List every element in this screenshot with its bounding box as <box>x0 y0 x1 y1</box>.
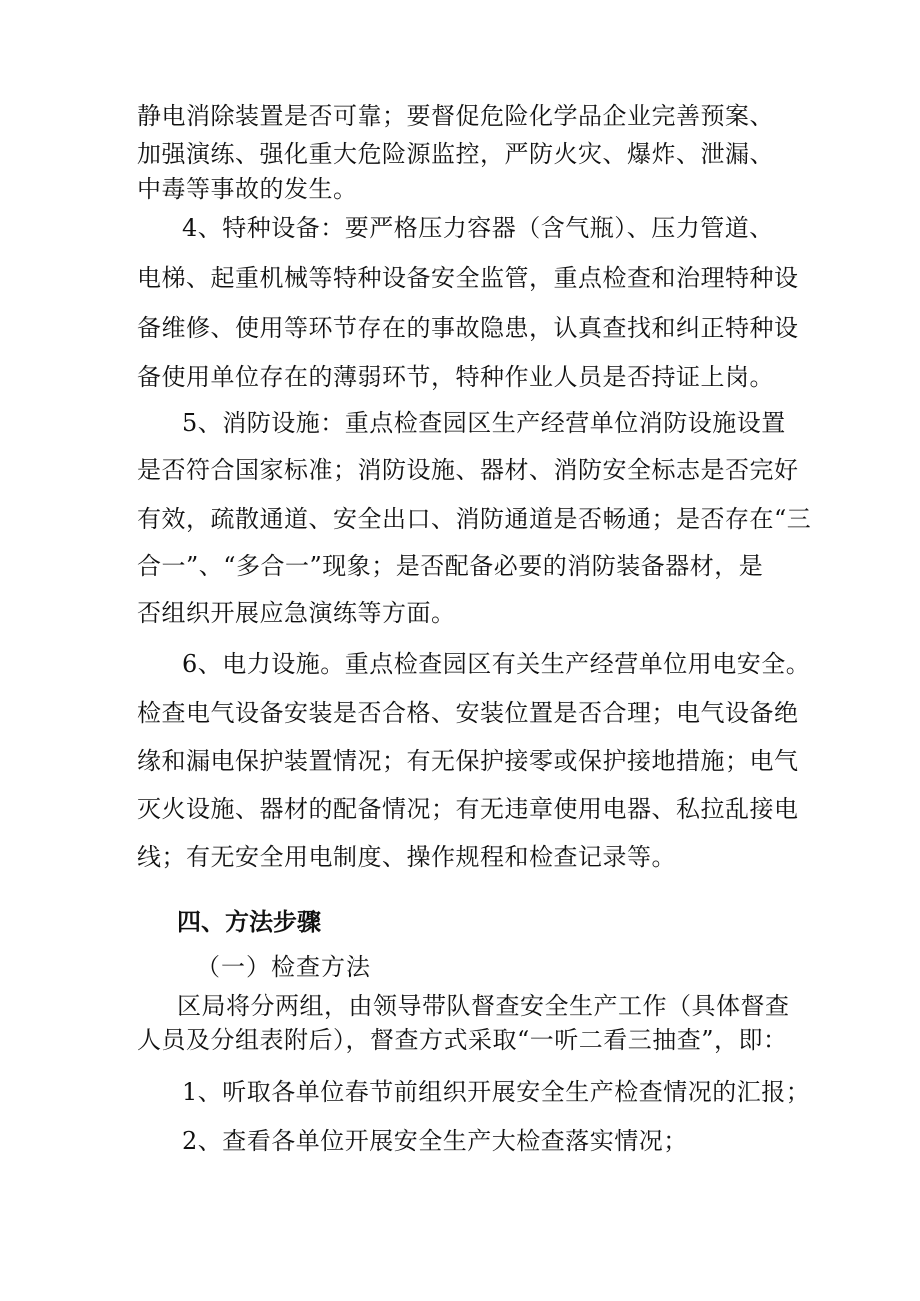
text-line: 区局将分两组，由领导带队督查安全生产工作（具体督查 <box>177 992 790 1020</box>
text-line: 备维修、使用等环节存在的事故隐患，认真查找和纠正特种设 <box>137 314 799 342</box>
text-line: 1、听取各单位春节前组织开展安全生产检查情况的汇报； <box>182 1078 811 1106</box>
text-line: 有效，疏散通道、安全出口、消防通道是否畅通；是否存在“三 <box>137 505 812 533</box>
text-line: 人员及分组表附后），督查方式采取“一听二看三抽查”，即： <box>137 1026 788 1054</box>
text-line: 线；有无安全用电制度、操作规程和检查记录等。 <box>137 843 676 871</box>
text-line: 6、电力设施。重点检查园区有关生产经营单位用电安全。 <box>182 650 811 678</box>
text-line: 缘和漏电保护装置情况；有无保护接零或保护接地措施；电气 <box>137 747 799 775</box>
text-line: 加强演练、强化重大危险源监控，严防火灾、爆炸、泄漏、 <box>137 140 774 168</box>
text-line: 是否符合国家标准；消防设施、器材、消防安全标志是否完好 <box>137 456 799 484</box>
text-line: 中毒等事故的发生。 <box>137 175 358 203</box>
section-heading: 四、方法步骤 <box>177 908 321 936</box>
text-line: 否组织开展应急演练等方面。 <box>137 599 456 627</box>
text-line: 检查电气设备安装是否合格、安装位置是否合理；电气设备绝 <box>137 699 799 727</box>
text-line: 静电消除装置是否可靠；要督促危险化学品企业完善预案、 <box>137 102 774 130</box>
text-line: 电梯、起重机械等特种设备安全监管，重点检查和治理特种设 <box>137 264 799 292</box>
text-line: 灭火设施、器材的配备情况；有无违章使用电器、私拉乱接电 <box>137 795 799 823</box>
text-line: 合一”、“多合一”现象；是否配备必要的消防装备器材，是 <box>137 552 764 580</box>
text-line: 2、查看各单位开展安全生产大检查落实情况； <box>182 1127 688 1155</box>
subsection-heading: （一）检查方法 <box>196 953 371 981</box>
text-line: 4、特种设备：要严格压力容器（含气瓶）、压力管道、 <box>182 214 774 242</box>
text-line: 备使用单位存在的薄弱环节，特种作业人员是否持证上岗。 <box>137 363 774 391</box>
text-line: 5、消防设施：重点检查园区生产经营单位消防设施设置 <box>182 409 786 437</box>
